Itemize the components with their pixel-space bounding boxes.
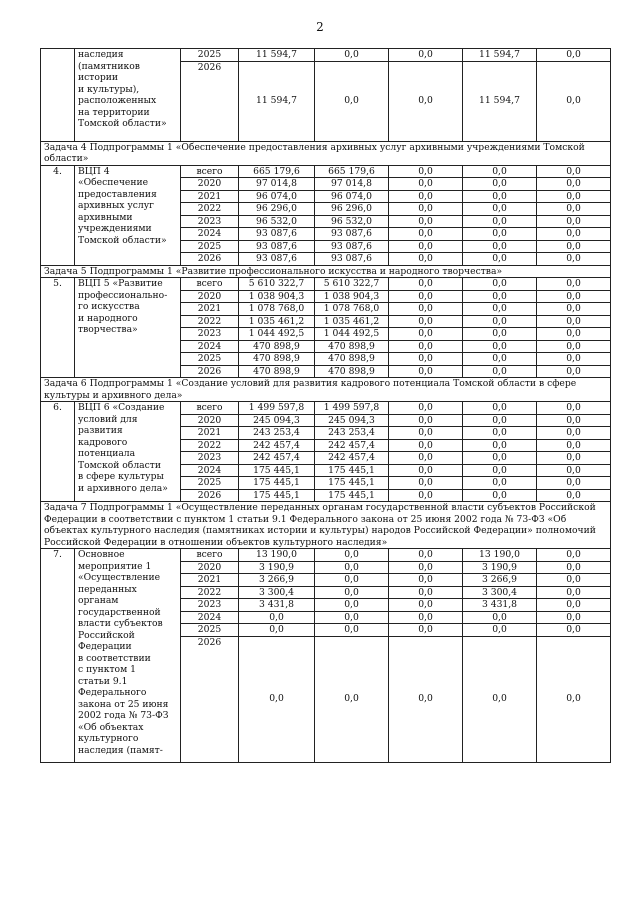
value-cell: 0,0 xyxy=(463,340,537,353)
value-cell: 0,0 xyxy=(537,574,611,587)
value-cell: 470 898,9 xyxy=(315,353,389,366)
task-row xyxy=(41,378,611,402)
value-cell: 0,0 xyxy=(463,489,537,502)
year-cell: 2024 xyxy=(181,611,239,624)
value-cell: 0,0 xyxy=(389,452,463,465)
value-cell: 0,0 xyxy=(463,365,537,378)
value-cell: 93 087,6 xyxy=(315,228,389,241)
value-cell: 0,0 xyxy=(537,215,611,228)
value-cell: 0,0 xyxy=(389,315,463,328)
value-cell: 0,0 xyxy=(463,439,537,452)
value-cell: 3 300,4 xyxy=(463,586,537,599)
year-cell: 2021 xyxy=(181,427,239,440)
value-cell: 0,0 xyxy=(389,477,463,490)
value-cell: 470 898,9 xyxy=(239,365,315,378)
value-cell: 0,0 xyxy=(315,636,389,762)
year-cell: 2025 xyxy=(181,353,239,366)
value-cell: 245 094,3 xyxy=(239,414,315,427)
value-cell: 0,0 xyxy=(463,303,537,316)
row-number: 7. xyxy=(41,549,75,763)
year-cell: 2026 xyxy=(181,61,239,141)
value-cell: 470 898,9 xyxy=(315,340,389,353)
value-cell: 0,0 xyxy=(389,203,463,216)
year-cell: всего xyxy=(181,165,239,178)
value-cell: 0,0 xyxy=(389,49,463,62)
value-cell: 0,0 xyxy=(463,414,537,427)
value-cell: 0,0 xyxy=(537,636,611,762)
value-cell: 3 431,8 xyxy=(239,599,315,612)
value-cell: 470 898,9 xyxy=(315,365,389,378)
program-name: ВЦП 5 «Развитие профессионально- го искусства и народного творчества» xyxy=(75,278,181,378)
value-cell: 0,0 xyxy=(389,611,463,624)
row-number: 6. xyxy=(41,402,75,502)
value-cell: 1 035 461,2 xyxy=(239,315,315,328)
year-cell: всего xyxy=(181,402,239,415)
value-cell: 0,0 xyxy=(389,290,463,303)
year-cell: 2022 xyxy=(181,439,239,452)
year-cell: 2026 xyxy=(181,253,239,266)
year-cell: 2026 xyxy=(181,365,239,378)
year-cell: 2025 xyxy=(181,240,239,253)
value-cell: 243 253,4 xyxy=(315,427,389,440)
value-cell: 11 594,7 xyxy=(463,49,537,62)
row-number: 4. xyxy=(41,165,75,265)
value-cell: 0,0 xyxy=(239,611,315,624)
year-cell: 2021 xyxy=(181,574,239,587)
value-cell: 1 044 492,5 xyxy=(239,328,315,341)
year-cell: 2022 xyxy=(181,203,239,216)
value-cell: 0,0 xyxy=(389,624,463,637)
year-cell: всего xyxy=(181,278,239,291)
value-cell: 97 014,8 xyxy=(315,178,389,191)
value-cell: 0,0 xyxy=(537,611,611,624)
value-cell: 3 300,4 xyxy=(239,586,315,599)
value-cell: 0,0 xyxy=(463,190,537,203)
value-cell: 0,0 xyxy=(537,303,611,316)
year-cell: 2024 xyxy=(181,464,239,477)
value-cell: 0,0 xyxy=(463,452,537,465)
table-row xyxy=(41,549,611,562)
value-cell: 0,0 xyxy=(537,561,611,574)
value-cell: 0,0 xyxy=(389,253,463,266)
value-cell: 11 594,7 xyxy=(239,49,315,62)
value-cell: 93 087,6 xyxy=(239,240,315,253)
value-cell: 175 445,1 xyxy=(315,489,389,502)
value-cell: 0,0 xyxy=(463,178,537,191)
value-cell: 0,0 xyxy=(537,439,611,452)
year-cell: 2023 xyxy=(181,328,239,341)
value-cell: 0,0 xyxy=(537,49,611,62)
value-cell: 0,0 xyxy=(537,228,611,241)
value-cell: 0,0 xyxy=(537,203,611,216)
value-cell: 0,0 xyxy=(389,365,463,378)
value-cell: 11 594,7 xyxy=(463,61,537,141)
value-cell: 0,0 xyxy=(463,228,537,241)
task-row xyxy=(41,502,611,549)
task-row xyxy=(41,265,611,278)
value-cell: 0,0 xyxy=(389,215,463,228)
value-cell: 0,0 xyxy=(537,178,611,191)
value-cell: 0,0 xyxy=(537,477,611,490)
value-cell: 242 457,4 xyxy=(315,452,389,465)
value-cell: 0,0 xyxy=(389,228,463,241)
value-cell: 0,0 xyxy=(537,61,611,141)
year-cell: 2020 xyxy=(181,414,239,427)
value-cell: 0,0 xyxy=(537,240,611,253)
year-cell: 2024 xyxy=(181,340,239,353)
value-cell: 0,0 xyxy=(463,611,537,624)
value-cell: 0,0 xyxy=(537,353,611,366)
value-cell: 0,0 xyxy=(537,427,611,440)
value-cell: 0,0 xyxy=(315,49,389,62)
value-cell: 0,0 xyxy=(389,61,463,141)
value-cell: 93 087,6 xyxy=(315,240,389,253)
table-row xyxy=(41,49,611,62)
value-cell: 0,0 xyxy=(463,464,537,477)
value-cell: 243 253,4 xyxy=(239,427,315,440)
value-cell: 13 190,0 xyxy=(463,549,537,562)
value-cell: 3 190,9 xyxy=(463,561,537,574)
value-cell: 0,0 xyxy=(315,549,389,562)
value-cell: 0,0 xyxy=(389,178,463,191)
value-cell: 175 445,1 xyxy=(315,464,389,477)
value-cell: 0,0 xyxy=(463,290,537,303)
year-cell: 2025 xyxy=(181,49,239,62)
value-cell: 1 499 597,8 xyxy=(239,402,315,415)
page-number: 2 xyxy=(316,20,324,34)
value-cell: 0,0 xyxy=(463,215,537,228)
value-cell: 0,0 xyxy=(315,561,389,574)
value-cell: 0,0 xyxy=(389,489,463,502)
value-cell: 665 179,6 xyxy=(315,165,389,178)
value-cell: 0,0 xyxy=(239,636,315,762)
value-cell: 0,0 xyxy=(537,315,611,328)
value-cell: 0,0 xyxy=(315,61,389,141)
value-cell: 242 457,4 xyxy=(239,439,315,452)
value-cell: 0,0 xyxy=(389,240,463,253)
value-cell: 0,0 xyxy=(389,165,463,178)
value-cell: 5 610 322,7 xyxy=(315,278,389,291)
value-cell: 0,0 xyxy=(463,315,537,328)
task-title: Задача 4 Подпрограммы 1 «Обеспечение предоставления архивных услуг архивными учреждениями Томской области» xyxy=(41,141,611,165)
value-cell: 0,0 xyxy=(389,328,463,341)
year-cell: 2022 xyxy=(181,315,239,328)
value-cell: 0,0 xyxy=(389,340,463,353)
value-cell: 5 610 322,7 xyxy=(239,278,315,291)
year-cell: 2023 xyxy=(181,452,239,465)
task-title: Задача 7 Подпрограммы 1 «Осуществление переданных органам государственной власти субъектов Российской Федерации в соответствии с пунктом 1 статьи 9.1 Федерального закона от 25 июня 2002 года № 73-ФЗ «Об объектах культурного наследия (памятниках истории и культуры) народов Российской Федерации» полномочий Российской Федерации в отношении объектов культурного наследия» xyxy=(41,502,611,549)
row-number xyxy=(41,49,75,142)
value-cell: 0,0 xyxy=(537,253,611,266)
value-cell: 3 190,9 xyxy=(239,561,315,574)
value-cell: 0,0 xyxy=(463,427,537,440)
value-cell: 0,0 xyxy=(315,599,389,612)
year-cell: 2026 xyxy=(181,489,239,502)
year-cell: 2026 xyxy=(181,636,239,762)
table-row xyxy=(41,402,611,415)
table-row xyxy=(41,165,611,178)
value-cell: 0,0 xyxy=(463,253,537,266)
value-cell: 3 266,9 xyxy=(463,574,537,587)
value-cell: 0,0 xyxy=(389,402,463,415)
value-cell: 1 499 597,8 xyxy=(315,402,389,415)
value-cell: 0,0 xyxy=(463,624,537,637)
value-cell: 0,0 xyxy=(463,203,537,216)
value-cell: 0,0 xyxy=(389,190,463,203)
value-cell: 0,0 xyxy=(537,414,611,427)
value-cell: 0,0 xyxy=(463,402,537,415)
value-cell: 175 445,1 xyxy=(315,477,389,490)
value-cell: 1 044 492,5 xyxy=(315,328,389,341)
value-cell: 0,0 xyxy=(463,278,537,291)
value-cell: 0,0 xyxy=(389,303,463,316)
row-number: 5. xyxy=(41,278,75,378)
year-cell: 2023 xyxy=(181,599,239,612)
value-cell: 96 074,0 xyxy=(315,190,389,203)
value-cell: 93 087,6 xyxy=(239,253,315,266)
value-cell: 1 038 904,3 xyxy=(239,290,315,303)
value-cell: 175 445,1 xyxy=(239,477,315,490)
value-cell: 96 296,0 xyxy=(239,203,315,216)
value-cell: 0,0 xyxy=(389,549,463,562)
value-cell: 3 266,9 xyxy=(239,574,315,587)
budget-table xyxy=(40,48,611,763)
value-cell: 0,0 xyxy=(389,278,463,291)
year-cell: 2025 xyxy=(181,624,239,637)
value-cell: 0,0 xyxy=(537,624,611,637)
value-cell: 97 014,8 xyxy=(239,178,315,191)
value-cell: 0,0 xyxy=(537,365,611,378)
value-cell: 0,0 xyxy=(463,636,537,762)
value-cell: 665 179,6 xyxy=(239,165,315,178)
year-cell: 2020 xyxy=(181,290,239,303)
value-cell: 0,0 xyxy=(389,636,463,762)
value-cell: 96 074,0 xyxy=(239,190,315,203)
value-cell: 0,0 xyxy=(389,574,463,587)
value-cell: 96 296,0 xyxy=(315,203,389,216)
value-cell: 0,0 xyxy=(315,574,389,587)
value-cell: 242 457,4 xyxy=(315,439,389,452)
value-cell: 93 087,6 xyxy=(315,253,389,266)
value-cell: 96 532,0 xyxy=(315,215,389,228)
value-cell: 0,0 xyxy=(537,402,611,415)
program-name: Основное мероприятие 1 «Осуществление переданных органам государственной власти субъектов Российской Федерации в соответствии с пунктом 1 статьи 9.1 Федерального закона от 25 июня 2002 года № 73-ФЗ «Об объектах культурного наследия (памят- xyxy=(75,549,181,763)
program-name: наследия (памятников истории и культуры), расположенных на территории Томской области» xyxy=(75,49,181,142)
year-cell: 2020 xyxy=(181,561,239,574)
value-cell: 0,0 xyxy=(389,464,463,477)
value-cell: 0,0 xyxy=(537,586,611,599)
year-cell: 2025 xyxy=(181,477,239,490)
value-cell: 0,0 xyxy=(537,464,611,477)
value-cell: 0,0 xyxy=(463,477,537,490)
value-cell: 0,0 xyxy=(389,599,463,612)
value-cell: 0,0 xyxy=(537,328,611,341)
value-cell: 0,0 xyxy=(537,165,611,178)
value-cell: 0,0 xyxy=(389,561,463,574)
year-cell: 2023 xyxy=(181,215,239,228)
value-cell: 0,0 xyxy=(463,328,537,341)
value-cell: 0,0 xyxy=(463,240,537,253)
value-cell: 0,0 xyxy=(315,586,389,599)
task-title: Задача 6 Подпрограммы 1 «Создание условий для развития кадрового потенциала Томской области в сфере культуры и архивного дела» xyxy=(41,378,611,402)
value-cell: 0,0 xyxy=(537,290,611,303)
value-cell: 0,0 xyxy=(537,599,611,612)
value-cell: 175 445,1 xyxy=(239,464,315,477)
year-cell: 2021 xyxy=(181,303,239,316)
value-cell: 245 094,3 xyxy=(315,414,389,427)
value-cell: 470 898,9 xyxy=(239,340,315,353)
year-cell: 2022 xyxy=(181,586,239,599)
value-cell: 0,0 xyxy=(537,190,611,203)
value-cell: 1 078 768,0 xyxy=(239,303,315,316)
value-cell: 0,0 xyxy=(537,452,611,465)
year-cell: 2021 xyxy=(181,190,239,203)
value-cell: 1 035 461,2 xyxy=(315,315,389,328)
value-cell: 0,0 xyxy=(389,353,463,366)
value-cell: 470 898,9 xyxy=(239,353,315,366)
value-cell: 0,0 xyxy=(463,353,537,366)
task-title: Задача 5 Подпрограммы 1 «Развитие профессионального искусства и народного творчества» xyxy=(41,265,611,278)
year-cell: всего xyxy=(181,549,239,562)
value-cell: 0,0 xyxy=(537,340,611,353)
table-body xyxy=(41,49,611,763)
value-cell: 93 087,6 xyxy=(239,228,315,241)
value-cell: 0,0 xyxy=(463,165,537,178)
table-row xyxy=(41,278,611,291)
value-cell: 0,0 xyxy=(537,278,611,291)
value-cell: 1 078 768,0 xyxy=(315,303,389,316)
program-name: ВЦП 4 «Обеспечение предоставления архивных услуг архивными учреждениями Томской области» xyxy=(75,165,181,265)
value-cell: 1 038 904,3 xyxy=(315,290,389,303)
value-cell: 0,0 xyxy=(315,624,389,637)
value-cell: 0,0 xyxy=(389,414,463,427)
year-cell: 2024 xyxy=(181,228,239,241)
value-cell: 0,0 xyxy=(389,586,463,599)
value-cell: 13 190,0 xyxy=(239,549,315,562)
program-name: ВЦП 6 «Создание условий для развития кадрового потенциала Томской области в сфере культуры и архивного дела» xyxy=(75,402,181,502)
value-cell: 175 445,1 xyxy=(239,489,315,502)
value-cell: 242 457,4 xyxy=(239,452,315,465)
value-cell: 0,0 xyxy=(537,489,611,502)
value-cell: 3 431,8 xyxy=(463,599,537,612)
value-cell: 96 532,0 xyxy=(239,215,315,228)
value-cell: 0,0 xyxy=(239,624,315,637)
year-cell: 2020 xyxy=(181,178,239,191)
value-cell: 0,0 xyxy=(315,611,389,624)
value-cell: 0,0 xyxy=(389,427,463,440)
value-cell: 11 594,7 xyxy=(239,61,315,141)
value-cell: 0,0 xyxy=(537,549,611,562)
task-row xyxy=(41,141,611,165)
value-cell: 0,0 xyxy=(389,439,463,452)
